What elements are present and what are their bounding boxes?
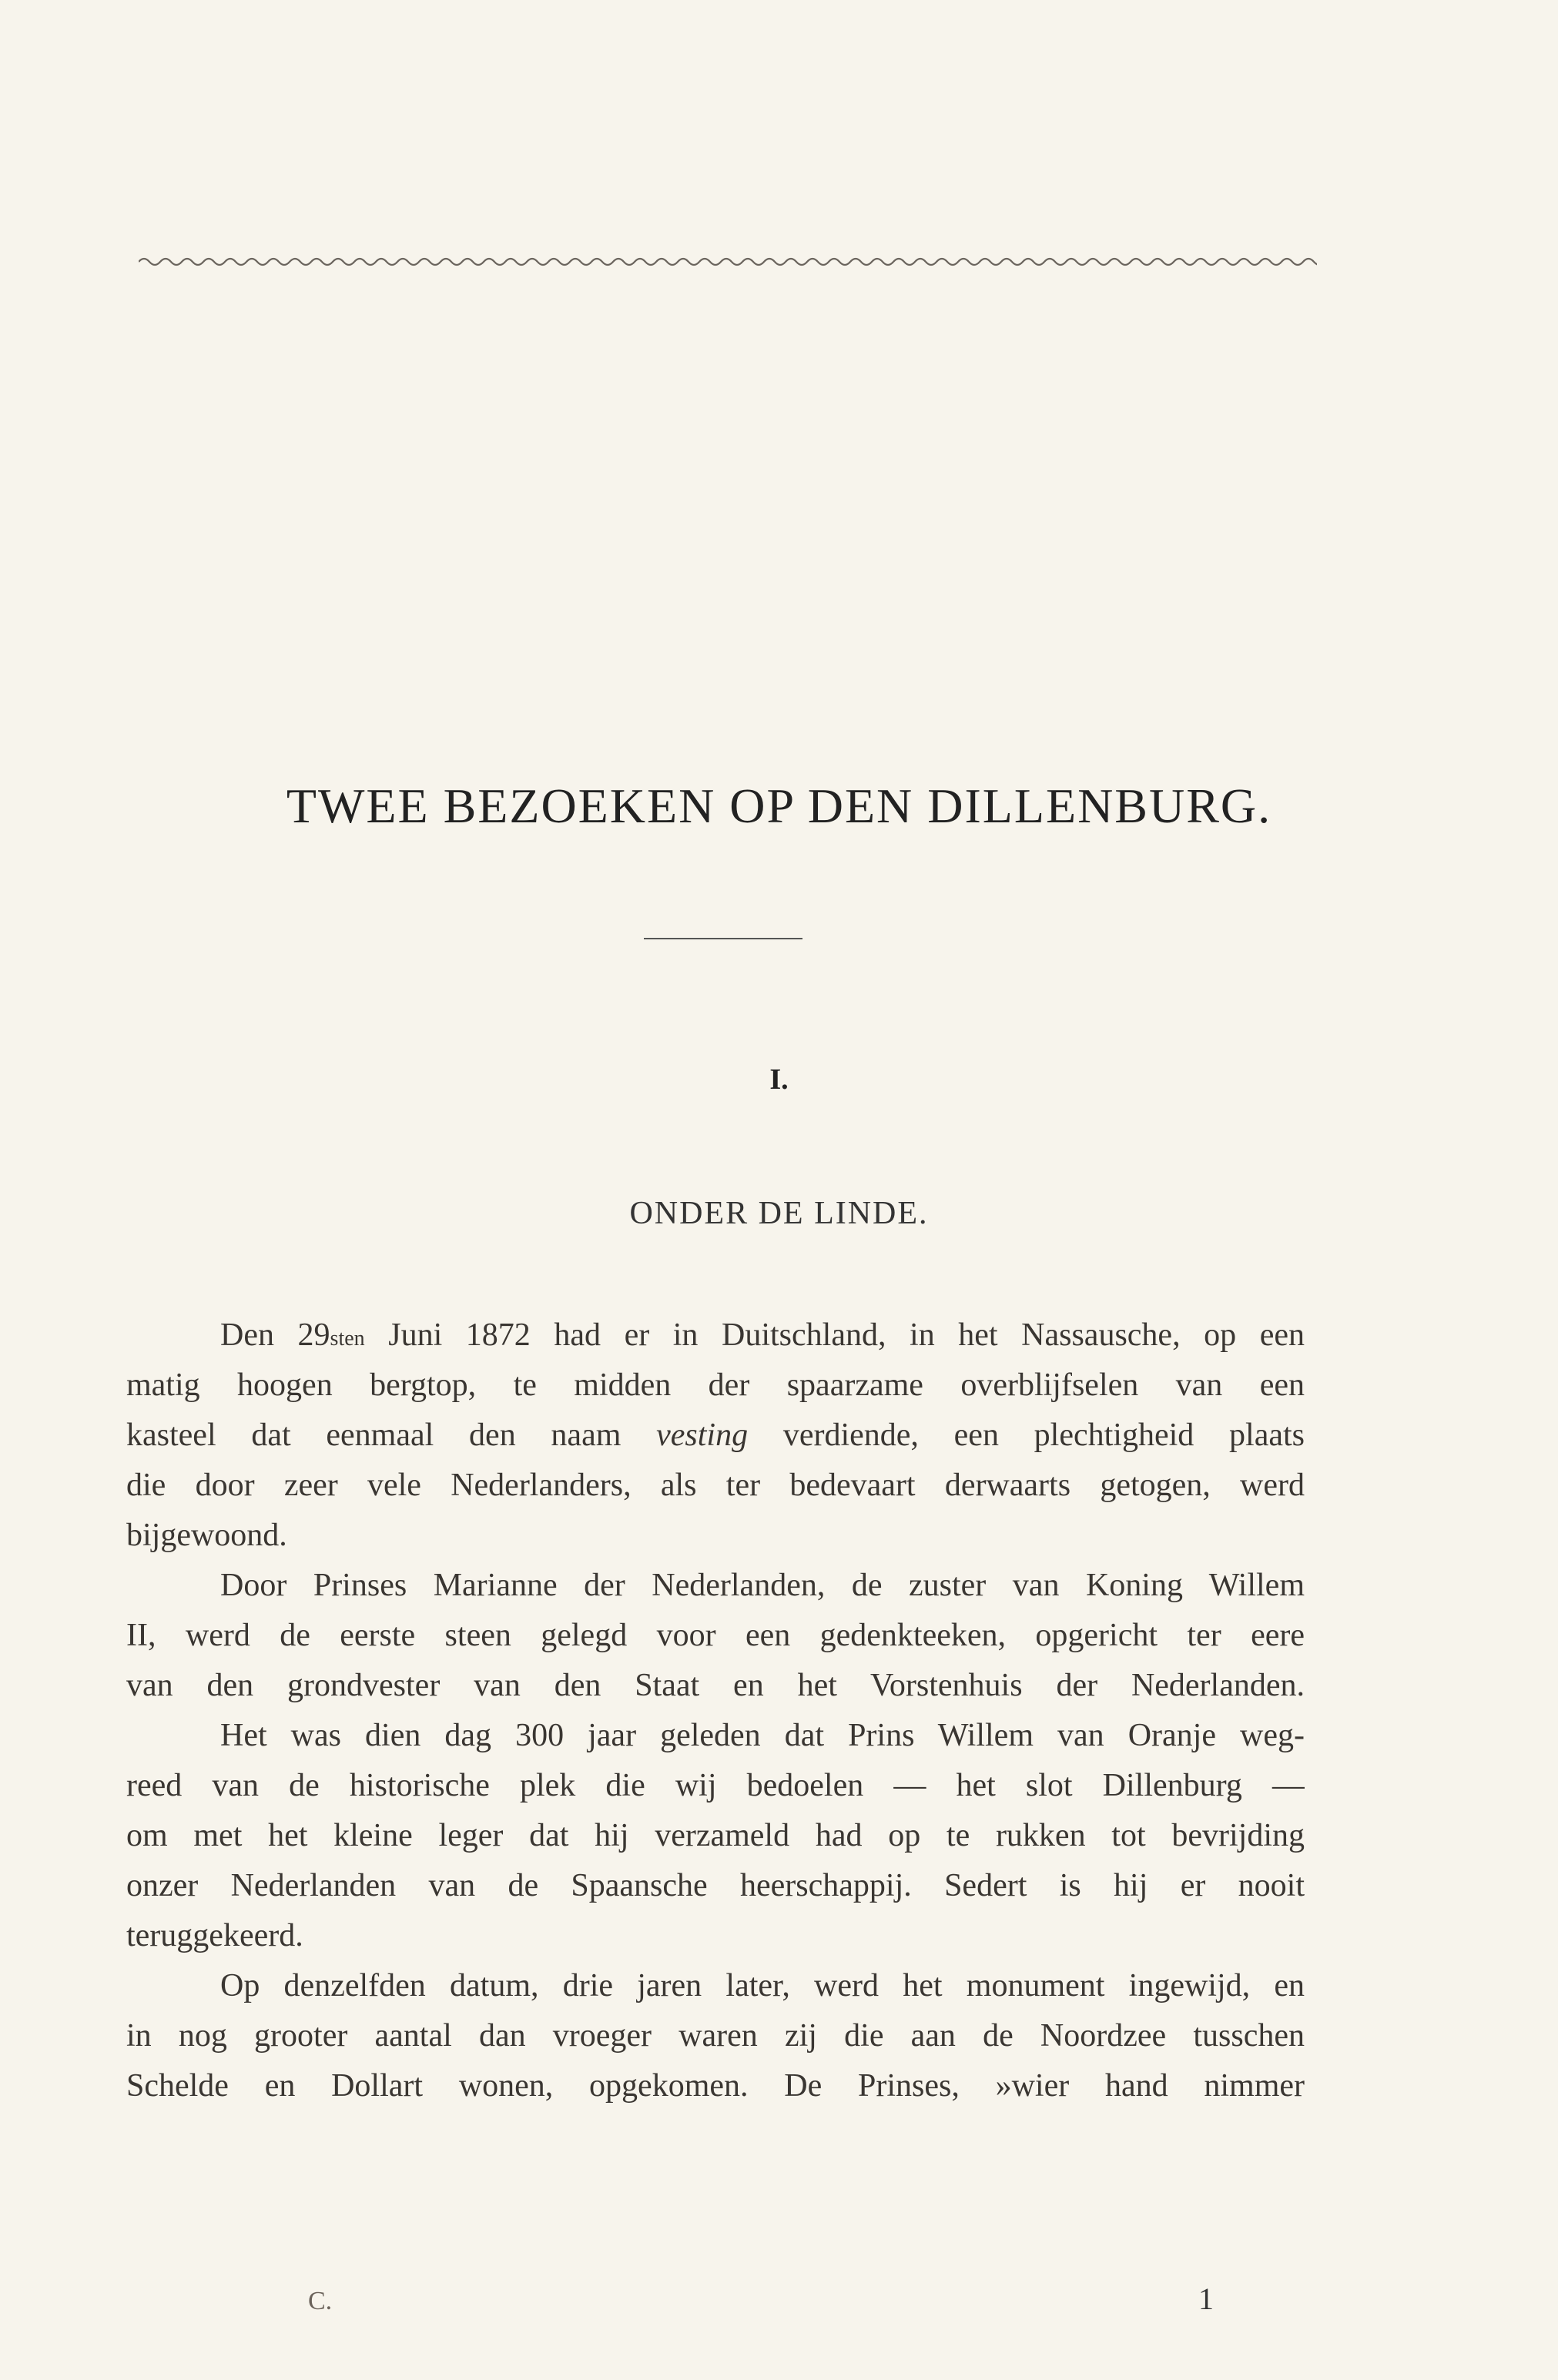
part-number: I. <box>769 1063 789 1096</box>
title-divider <box>644 938 802 939</box>
text-line: die door zeer vele Nederlanders, als ter bedevaart derwaarts getogen, werd <box>126 1468 1305 1503</box>
text-line: Den 29sten Juni 1872 had er in Duitschland, in het Nassausche, op een <box>220 1317 1305 1353</box>
page-number: 1 <box>1198 2281 1214 2316</box>
text-line: reed van de historische plek die wij bedoelen — het slot Dillenburg — <box>126 1768 1305 1803</box>
text-line: van den grondvester van den Staat en het Vorstenhuis der Nederlanden. <box>126 1668 1305 1703</box>
text-line: om met het kleine leger dat hij verzameld had op te rukken tot bevrijding <box>126 1818 1305 1853</box>
text-line: Door Prinses Marianne der Nederlanden, de zuster van Koning Willem <box>220 1568 1305 1603</box>
text-line: kasteel dat eenmaal den naam vesting verdiende, een plechtigheid plaats <box>126 1418 1305 1453</box>
wavy-ornament-rule <box>139 253 1317 271</box>
text-line: Het was dien dag 300 jaar geleden dat Prins Willem van Oranje weg- <box>220 1718 1305 1753</box>
text-line: in nog grooter aantal dan vroeger waren zij die aan de Noordzee tusschen <box>126 2018 1305 2054</box>
signature-mark: C. <box>308 2287 333 2315</box>
text-line: Schelde en Dollart wonen, opgekomen. De Prinses, »wier hand nimmer <box>126 2068 1305 2104</box>
section-title: ONDER DE LINDE. <box>629 1196 929 1231</box>
body-text <box>126 1311 1305 2111</box>
text-line: II, werd de eerste steen gelegd voor een gedenkteeken, opgericht ter eere <box>126 1618 1305 1653</box>
text-line: teruggekeerd. <box>126 1918 303 1953</box>
text-line: matig hoogen bergtop, te midden der spaarzame overblijfselen van een <box>126 1367 1305 1403</box>
chapter-title: TWEE BEZOEKEN OP DEN DILLENBURG. <box>286 778 1272 833</box>
text-line: onzer Nederlanden van de Spaansche heerschappij. Sedert is hij er nooit <box>126 1868 1305 1903</box>
text-line: Op denzelfden datum, drie jaren later, werd het monument ingewijd, en <box>220 1968 1305 2003</box>
text-line: bijgewoond. <box>126 1518 287 1553</box>
